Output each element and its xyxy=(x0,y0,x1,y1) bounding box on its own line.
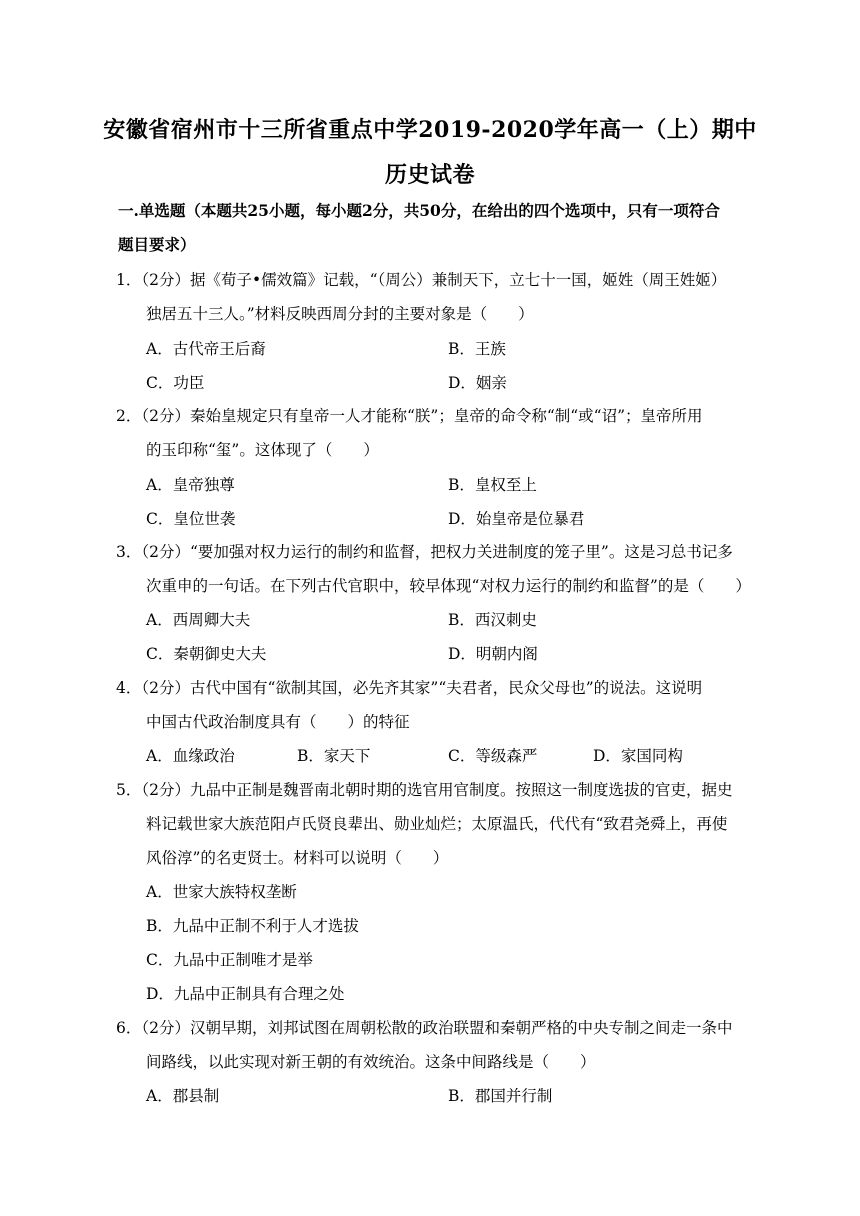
question-2-line-2: 的玉印称“玺”。这体现了（ ） xyxy=(146,441,379,459)
question-1-option-d[interactable]: D．姻亲 xyxy=(448,374,507,392)
question-3-option-c[interactable]: C．秦朝御史大夫 xyxy=(146,645,267,663)
section-heading-line2: 题目要求） xyxy=(118,235,196,254)
question-1-line-2: 独居五十三人。”材料反映西周分封的主要对象是（ ） xyxy=(146,305,534,323)
question-5-line-1: 5．（2分）九品中正制是魏晋南北朝时期的选官用官制度。按照这一制度选拔的官吏，据史 xyxy=(116,781,733,799)
question-5-option-a[interactable]: A．世家大族特权垄断 xyxy=(146,883,297,901)
question-3-option-d[interactable]: D．明朝内阁 xyxy=(448,645,538,663)
question-4-option-c[interactable]: C．等级森严 xyxy=(448,747,538,765)
question-5-option-b[interactable]: B．九品中正制不利于人才选拔 xyxy=(146,917,359,935)
question-6-option-a[interactable]: A．郡县制 xyxy=(146,1087,220,1105)
question-6-line-2: 间路线，以此实现对新王朝的有效统治。这条中间路线是（ ） xyxy=(146,1053,596,1071)
question-1-option-c[interactable]: C．功臣 xyxy=(146,374,205,392)
question-5-option-d[interactable]: D．九品中正制具有合理之处 xyxy=(146,985,345,1003)
question-3-option-b[interactable]: B．西汉刺史 xyxy=(448,611,537,629)
question-3-line-2: 次重申的一句话。在下列古代官职中，较早体现“对权力运行的制约和监督”的是（ ） xyxy=(146,577,751,595)
question-1-option-b[interactable]: B．王族 xyxy=(448,340,506,358)
question-1-option-a[interactable]: A．古代帝王后裔 xyxy=(146,340,266,358)
question-1-line-1: 1．（2分）据《荀子•儒效篇》记载，“（周公）兼制天下，立七十一国，姬姓（周王姓姬） xyxy=(116,271,727,289)
question-4-option-b[interactable]: B．家天下 xyxy=(297,747,371,765)
question-2-option-a[interactable]: A．皇帝独尊 xyxy=(146,476,235,494)
question-2-option-d[interactable]: D．始皇帝是位暴君 xyxy=(448,510,585,528)
question-6-option-b[interactable]: B．郡国并行制 xyxy=(448,1087,553,1105)
section-heading-line1: 一.单选题（本题共25小题，每小题2分，共50分，在给出的四个选项中，只有一项符合 xyxy=(118,201,720,220)
question-6-line-1: 6．（2分）汉朝早期，刘邦试图在周朝松散的政治联盟和秦朝严格的中央专制之间走一条中 xyxy=(116,1019,733,1037)
question-2-option-b[interactable]: B．皇权至上 xyxy=(448,476,537,494)
question-2-option-c[interactable]: C．皇位世袭 xyxy=(146,510,236,528)
question-4-option-d[interactable]: D．家国同构 xyxy=(593,747,683,765)
question-4-line-2: 中国古代政治制度具有（ ）的特征 xyxy=(146,713,410,731)
question-2-line-1: 2．（2分）秦始皇规定只有皇帝一人才能称“朕”；皇帝的命令称“制“或“诏”；皇帝所用 xyxy=(116,407,703,425)
exam-title-line1: 安徽省宿州市十三所省重点中学2019-2020学年高一（上）期中 xyxy=(103,117,757,143)
question-3-option-a[interactable]: A．西周卿大夫 xyxy=(146,611,251,629)
question-5-line-3: 风俗淳”的名吏贤士。材料可以说明（ ） xyxy=(146,849,449,867)
question-4-option-a[interactable]: A．血缘政治 xyxy=(146,747,235,765)
exam-title-line2: 历史试卷 xyxy=(384,162,475,188)
question-5-option-c[interactable]: C．九品中正制唯才是举 xyxy=(146,951,313,969)
question-3-line-1: 3．（2分）“要加强对权力运行的制约和监督，把权力关进制度的笼子里”。这是习总书记多 xyxy=(116,543,733,561)
question-5-line-2: 料记载世家大族范阳卢氏贤良辈出、勋业灿烂；太原温氏，代代有“致君尧舜上，再使 xyxy=(146,815,728,833)
question-4-line-1: 4．（2分）古代中国有“欲制其国，必先齐其家”“夫君者，民众父母也”的说法。这说明 xyxy=(116,679,703,697)
